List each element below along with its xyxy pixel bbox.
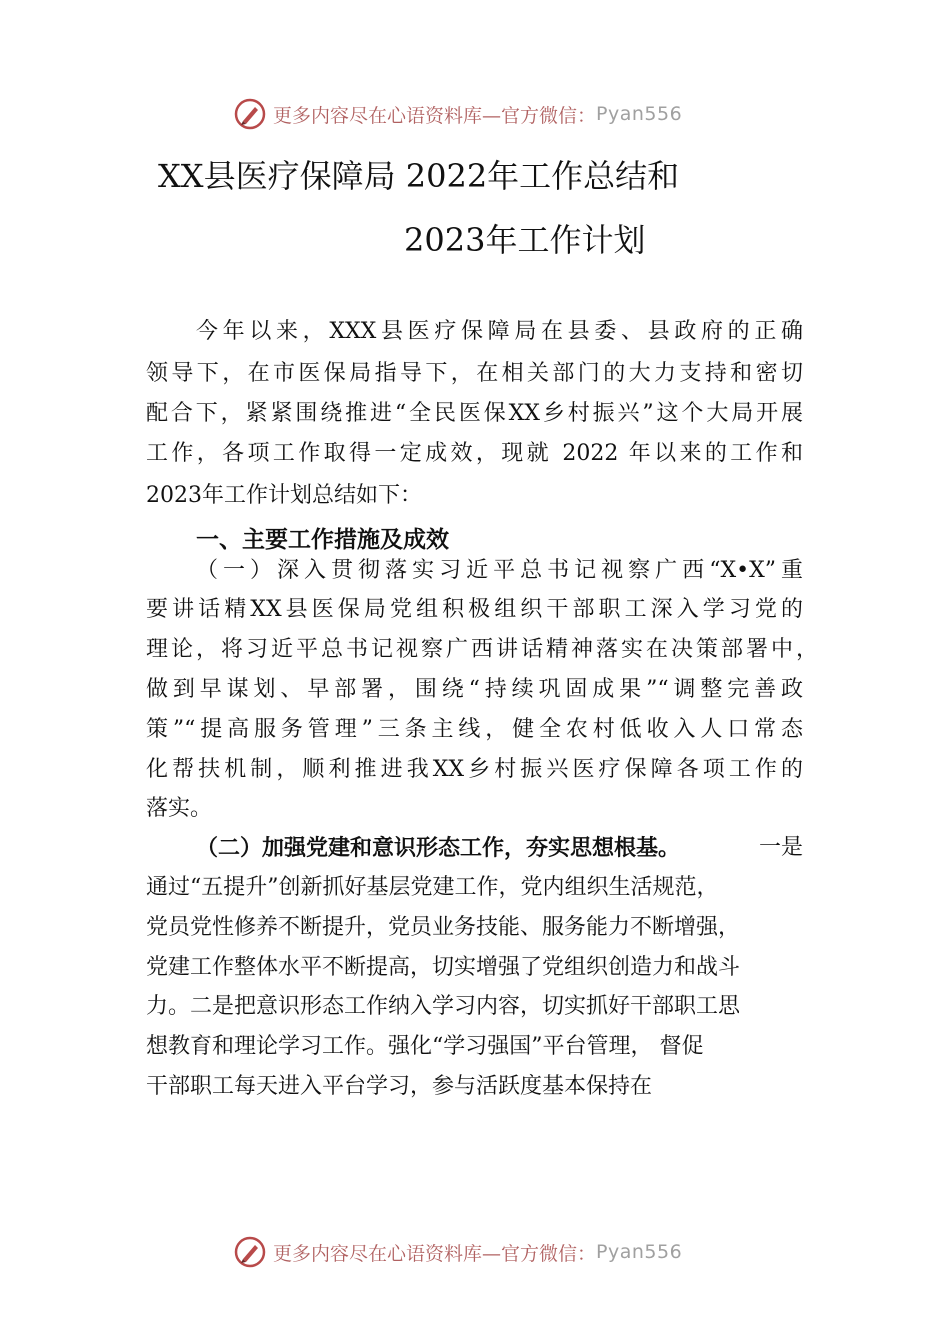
watermark-bottom: [233, 1234, 682, 1270]
doc-title-line-2: 2023年工作计划: [404, 221, 646, 259]
watermark-wechat-id: Pyan556: [596, 1241, 683, 1263]
intro-line: 领导下，在市医保局指导下，在相关部门的大力支持和密切: [146, 361, 803, 386]
watermark-wechat-id: Pyan556: [596, 103, 683, 125]
watermark-top: [233, 96, 682, 132]
para2-line: 党员党性修养不断提升，党员业务技能、服务能力不断增强，: [146, 915, 741, 940]
para2-lead-line: [196, 832, 803, 864]
watermark-text: 更多内容尽在心语资料库—官方微信：: [273, 104, 597, 127]
para2-lead-bold: （二）加强党建和意识形态工作，夯实思想根基。: [196, 835, 681, 861]
para2-line: 想教育和理论学习工作。强化“学习强国”平台管理， 督促: [146, 1034, 704, 1059]
para1-line: 要讲话精XX县医保局党组积极组织干部职工深入学习党的: [146, 597, 803, 622]
intro-line: 今年以来，XXX县医疗保障局在县委、县政府的正确: [196, 319, 803, 344]
pen-nib-seal-icon: [233, 1235, 267, 1269]
intro-line: 工作，各项工作取得一定成效，现就 2022 年以来的工作和: [146, 441, 803, 466]
para1-line: 做到早谋划、早部署，围绕“持续巩固成果”“调整完善政: [146, 677, 803, 702]
section-heading: 一、主要工作措施及成效: [196, 527, 449, 553]
para2-line: 力。二是把意识形态工作纳入学习内容，切实抓好干部职工思: [146, 994, 741, 1019]
para1-line: （一）深入贯彻落实习近平总书记视察广西“X•X”重: [196, 558, 803, 583]
intro-line: 2023年工作计划总结如下：: [146, 483, 422, 508]
intro-line: 配合下，紧紧围绕推进“全民医保XX乡村振兴”这个大局开展: [146, 401, 803, 426]
para1-line: 策”“提高服务管理”三条主线，健全农村低收入人口常态: [146, 717, 803, 742]
para1-line: 落实。: [146, 796, 213, 821]
para1-line: 理论，将习近平总书记视察广西讲话精神落实在决策部署中，: [146, 637, 818, 662]
watermark-text: 更多内容尽在心语资料库—官方微信：: [273, 1242, 597, 1265]
para1-line: 化帮扶机制，顺利推进我XX乡村振兴医疗保障各项工作的: [146, 757, 803, 782]
para2-line: 党建工作整体水平不断提高，切实增强了党组织创造力和战斗: [146, 955, 741, 980]
para2-lead-rest: 一是: [758, 835, 803, 860]
para2-line: 干部职工每天进入平台学习，参与活跃度基本保持在: [146, 1074, 653, 1099]
doc-title-line-1: XX县医疗保障局 2022年工作总结和: [158, 157, 680, 195]
para2-line: 通过“五提升”创新抓好基层党建工作，党内组织生活规范，: [146, 875, 719, 900]
pen-nib-seal-icon: [233, 97, 267, 131]
